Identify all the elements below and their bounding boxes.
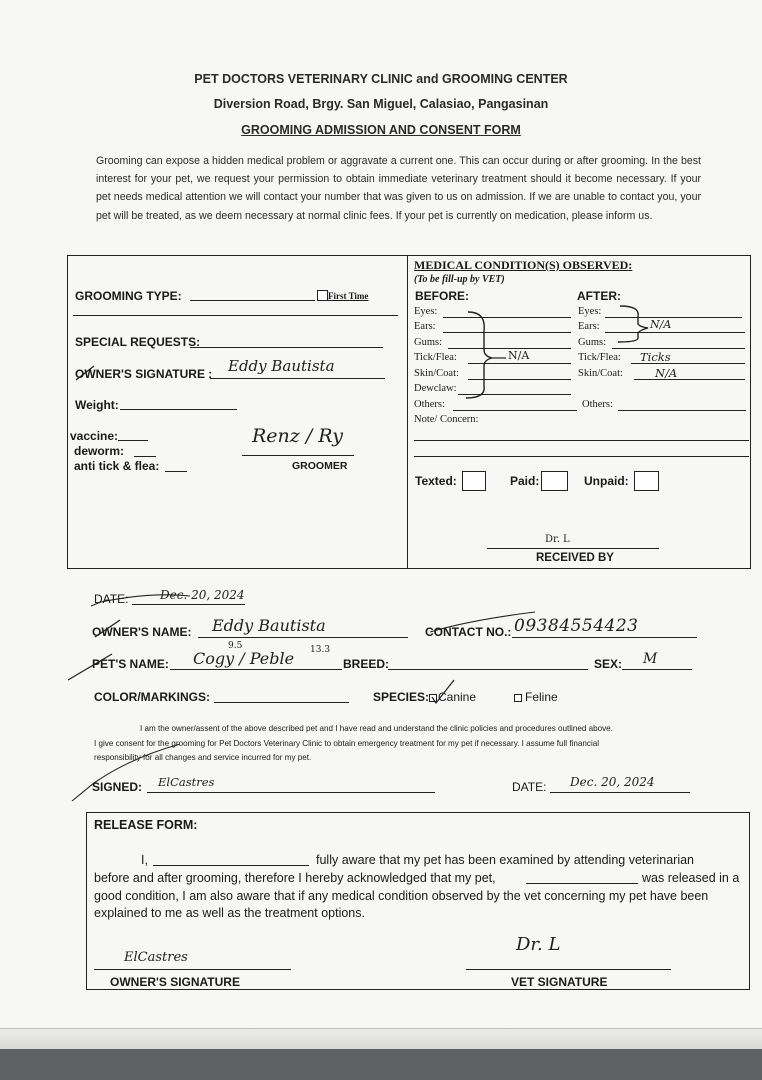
after-label: AFTER: [577, 289, 621, 303]
before-eyes-label: Eyes: [414, 306, 438, 317]
release-line-2a: before and after grooming, therefore I hereby acknowledged that my pet, [94, 871, 496, 885]
medical-title: MEDICAL CONDITION(S) OBSERVED: [414, 258, 633, 272]
after-ears-label: Ears: [578, 321, 600, 332]
received-by-label: RECEIVED BY [536, 552, 614, 564]
deworm-label: deworm: [74, 444, 125, 458]
release-line-2b: was released in a [642, 871, 740, 885]
after-others-label: Others: [582, 399, 613, 410]
owner-sig-value: ElCastres [124, 950, 188, 965]
owner-sig-label: OWNER'S SIGNATURE [110, 975, 240, 989]
owner-signature-value: Eddy Bautista [228, 357, 335, 375]
vet-sig-value: Dr. L [516, 934, 561, 955]
color-markings-label: COLOR/MARKINGS: [94, 690, 210, 704]
owner-name-value: Eddy Bautista [212, 616, 326, 635]
medical-subtitle: (To be fill-up by VET) [414, 274, 505, 285]
page-curl [0, 1028, 762, 1049]
date-value: Dec. 20, 2024 [160, 588, 245, 602]
contact-value: 09384554423 [514, 616, 639, 636]
owner-signature-label: OWNER'S SIGNATURE : [75, 367, 213, 381]
release-line-4: explained to me as well as the treatment options. [94, 906, 365, 920]
before-ears-label: Ears: [414, 321, 436, 332]
after-gums-label: Gums: [578, 337, 607, 348]
before-na-value: N/A [508, 349, 530, 362]
release-i: I, [141, 853, 148, 867]
breed-label: BREED: [343, 657, 390, 671]
texted-label: Texted: [415, 474, 457, 488]
date-label: DATE: [94, 592, 129, 606]
consent-line-3: responsibility for all changes and service incurred for my pet. [94, 753, 312, 762]
signed-value: ElCastres [158, 775, 215, 789]
release-name-line[interactable] [153, 865, 309, 866]
vaccine-label: vaccine: [70, 429, 119, 443]
before-others-label: Others: [414, 399, 445, 410]
groomer-value: Renz / Ry [252, 425, 343, 447]
after-tick-value: Ticks [640, 350, 671, 364]
weight-label: Weight: [75, 398, 119, 412]
release-line-3: good condition, I am also aware that if any medical condition observed by the vet concerning my pet have been [94, 889, 709, 903]
pet-name-value: Cogy / Peble [193, 649, 295, 668]
received-by-value: Dr. L [545, 534, 570, 545]
clinic-address: Diversion Road, Brgy. San Miguel, Calasiao, Pangasinan [213, 97, 549, 111]
species-label: SPECIES: [373, 690, 430, 704]
sex-value: M [643, 651, 658, 667]
after-tick-label: Tick/Flea: [578, 352, 621, 363]
first-time-label: First Time [328, 291, 369, 301]
before-dewclaw-label: Dewclaw: [414, 383, 457, 394]
form-title: GROOMING ADMISSION AND CONSENT FORM [241, 123, 521, 137]
canine-label: Canine [438, 690, 477, 704]
consent-line-1: I am the owner/assent of the above described pet and I have read and understand the clinic policies and procedures outlined above. [140, 724, 613, 733]
release-line-1: fully aware that my pet has been examined by attending veterinarian [316, 853, 695, 867]
note-concern-label: Note/ Concern: [414, 414, 479, 425]
before-gums-label: Gums: [414, 337, 443, 348]
before-tick-label: Tick/Flea: [414, 352, 457, 363]
groomer-label: GROOMER [292, 460, 348, 472]
pet-name-label: PET'S NAME: [92, 657, 169, 671]
clinic-name: PET DOCTORS VETERINARY CLINIC and GROOMING CENTER [194, 72, 568, 86]
contact-label: CONTACT NO.: [425, 625, 512, 639]
unpaid-label: Unpaid: [584, 474, 629, 488]
after-skin-value: N/A [655, 366, 678, 380]
release-pet-line[interactable] [526, 883, 638, 884]
after-eyes-label: Eyes: [578, 306, 602, 317]
signed-label: SIGNED: [92, 780, 143, 794]
feline-label: Feline [525, 690, 558, 704]
pet-weight-1: 9.5 [228, 641, 243, 651]
consent-date-label: DATE: [512, 780, 547, 794]
paid-label: Paid: [510, 474, 540, 488]
anti-tick-label: anti tick & flea: [74, 459, 160, 473]
before-label: BEFORE: [415, 289, 469, 303]
consent-line-2: I give consent for the grooming for Pet Doctors Veterinary Clinic to obtain emergency treatment for my pet if necessary. I assume full financial [94, 739, 600, 748]
pet-weight-2: 13.3 [310, 645, 331, 655]
consent-date-value: Dec. 20, 2024 [570, 775, 655, 789]
vet-sig-label: VET SIGNATURE [511, 975, 608, 989]
release-title: RELEASE FORM: [94, 818, 198, 832]
vet-sig-line[interactable] [466, 969, 671, 970]
owner-sig-line[interactable] [94, 969, 291, 970]
after-group-value: N/A [650, 318, 672, 331]
grooming-type-label: GROOMING TYPE: [75, 289, 182, 303]
special-requests-label: SPECIAL REQUESTS: [75, 335, 201, 349]
owner-name-label: OWNER'S NAME: [92, 625, 192, 639]
sex-label: SEX: [594, 657, 623, 671]
before-skin-label: Skin/Coat: [414, 368, 459, 379]
after-skin-label: Skin/Coat: [578, 368, 623, 379]
intro-paragraph: Grooming can expose a hidden medical problem or aggravate a current one. This can occur during or after grooming. In the best interest for your pet, we request your permission to obtain immediate veterinary treatment should it become necessary. If your pet needs medical attention we will contact your number that was given to us on admission. If we are unable to contact you, your pet will be treated, as we deem necessary at normal clinic fees. If your pet is currently on medication, please inform us. [96, 155, 701, 222]
